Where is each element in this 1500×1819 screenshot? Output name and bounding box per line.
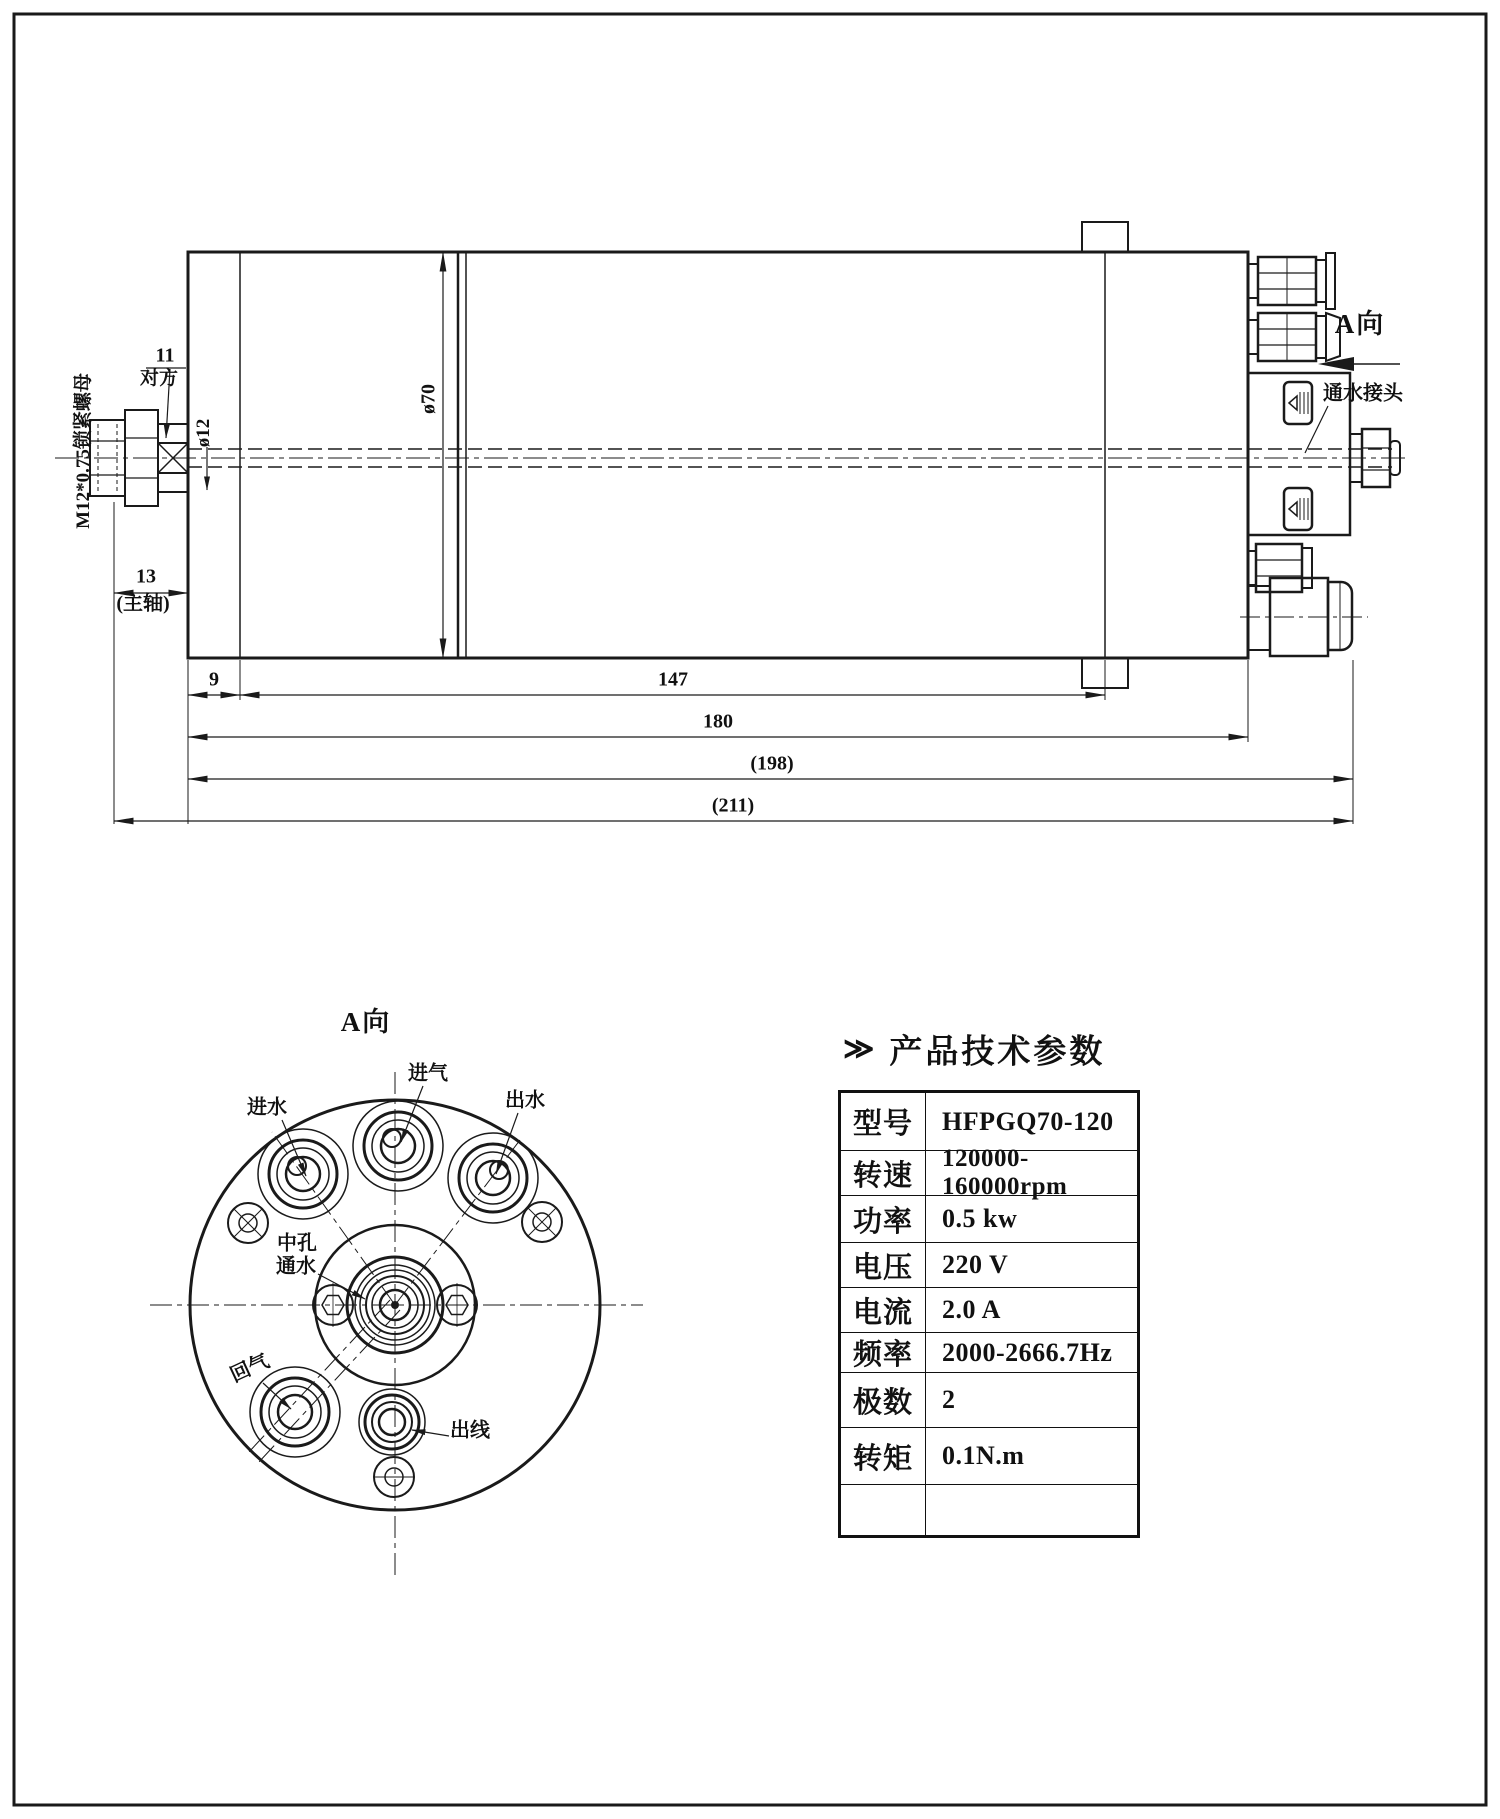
dim-11-label: 11 bbox=[155, 344, 175, 367]
table-row bbox=[841, 1485, 1137, 1535]
dim-198-label: (198) bbox=[750, 752, 794, 775]
side-view-leaders bbox=[146, 368, 1328, 490]
spec-label: 极数 bbox=[841, 1373, 926, 1427]
spec-label: 电流 bbox=[841, 1288, 926, 1332]
water-in-label: 进水 bbox=[247, 1096, 287, 1119]
spec-label bbox=[841, 1485, 926, 1535]
table-row bbox=[841, 1373, 1137, 1428]
double-chevron-icon: ≫ bbox=[843, 1032, 875, 1066]
dim-13-label: 13 bbox=[136, 565, 156, 588]
locknut-label: M12*0.75锁紧螺母 bbox=[73, 373, 95, 529]
spindle-note-label: (主轴) bbox=[116, 592, 170, 615]
side-view-direction-label: A向 bbox=[1334, 308, 1386, 339]
port-water-out bbox=[448, 1133, 538, 1223]
air-in-label: 进气 bbox=[408, 1062, 448, 1085]
spec-value: 0.1N.m bbox=[942, 1441, 1025, 1470]
spec-value: 0.5 kw bbox=[942, 1204, 1018, 1233]
bottom-right-fittings bbox=[1240, 544, 1368, 656]
spec-label: 转速 bbox=[841, 1151, 926, 1195]
dim-180-label: 180 bbox=[703, 710, 733, 733]
wire-out-label: 出线 bbox=[450, 1419, 490, 1442]
table-row bbox=[841, 1333, 1137, 1373]
dim-9-label: 9 bbox=[209, 668, 219, 691]
spec-heading-text: 产品技术参数 bbox=[889, 1034, 1106, 1071]
spec-value: 2 bbox=[942, 1385, 956, 1414]
table-row bbox=[841, 1093, 1137, 1151]
spec-table bbox=[838, 1090, 1140, 1538]
wrench-flat-label: 对方 bbox=[139, 368, 179, 390]
spec-heading bbox=[843, 1026, 1105, 1073]
shaft-centerlines bbox=[55, 449, 1408, 467]
spec-value: 220 V bbox=[942, 1250, 1009, 1279]
sheet-border bbox=[14, 14, 1486, 1805]
dim-phi70-label: ø70 bbox=[417, 384, 440, 414]
top-right-fittings bbox=[1248, 253, 1340, 361]
center-hole-label-1: 中孔 bbox=[277, 1232, 317, 1255]
spec-value bbox=[926, 1485, 1137, 1535]
spec-label: 型号 bbox=[841, 1093, 926, 1150]
table-row bbox=[841, 1196, 1137, 1243]
flange-view bbox=[150, 1072, 643, 1578]
table-row bbox=[841, 1288, 1137, 1333]
dim-211-label: (211) bbox=[711, 794, 755, 817]
table-row bbox=[841, 1243, 1137, 1288]
flange-view-title: A向 bbox=[340, 1006, 392, 1037]
table-row bbox=[841, 1428, 1137, 1485]
spec-value: 2.0 A bbox=[942, 1295, 1001, 1324]
spec-value: HFPGQ70-120 bbox=[942, 1106, 1114, 1136]
spec-value: 2000-2666.7Hz bbox=[942, 1337, 1113, 1367]
port-air-return bbox=[250, 1367, 340, 1457]
air-return-label: 回气 bbox=[227, 1350, 273, 1387]
spec-value: 120000-160000rpm bbox=[942, 1145, 1068, 1200]
port-water-in bbox=[258, 1129, 348, 1219]
dim-phi12-label: ø12 bbox=[193, 418, 215, 448]
dim-147-label: 147 bbox=[658, 668, 688, 691]
water-joint-label: 通水接头 bbox=[1323, 382, 1403, 405]
spindle-body bbox=[188, 222, 1248, 688]
dimensions bbox=[114, 252, 1353, 824]
table-row bbox=[841, 1145, 1137, 1200]
flange-centerlines bbox=[150, 1072, 643, 1578]
center-hole-label-2: 通水 bbox=[276, 1255, 316, 1278]
port-air-in bbox=[353, 1101, 443, 1191]
port-wire-out bbox=[359, 1389, 425, 1455]
spec-label: 转矩 bbox=[841, 1428, 926, 1484]
water-out-label: 出水 bbox=[505, 1089, 545, 1112]
spec-label: 功率 bbox=[841, 1196, 926, 1242]
spec-label: 电压 bbox=[841, 1243, 926, 1287]
spec-label: 频率 bbox=[841, 1333, 926, 1372]
